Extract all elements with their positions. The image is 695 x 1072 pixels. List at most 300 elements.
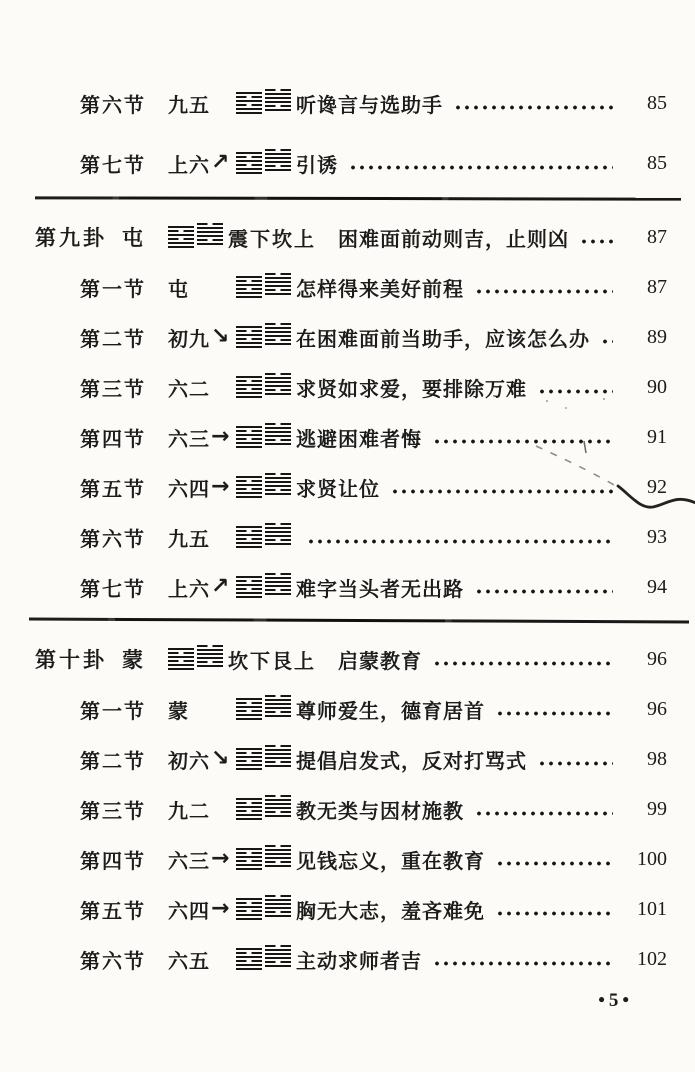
toc-row	[35, 834, 667, 884]
hexagram-line	[265, 865, 291, 868]
hexagram-line	[265, 427, 291, 430]
toc-entry-label: 第六节	[80, 950, 146, 973]
hexagram-line	[265, 811, 291, 814]
hexagram-line	[265, 343, 291, 346]
hexagram-icon	[236, 798, 291, 821]
hexagram-line	[236, 580, 262, 583]
hexagram-line	[265, 539, 291, 542]
toc-page-number: 94	[647, 575, 667, 598]
hexagram-line	[265, 293, 291, 296]
hexagram-line	[265, 153, 291, 156]
hexagram-line	[236, 860, 262, 863]
dot-leader	[602, 338, 613, 345]
hexagram-line	[265, 157, 291, 160]
hexagram-line	[236, 856, 262, 859]
hexagram-trigram-block	[236, 92, 262, 115]
hexagram-trigram-block	[236, 748, 262, 771]
dot-leader	[497, 860, 613, 867]
toc-entry-label: 第七节	[80, 154, 146, 177]
hexagram-line	[265, 795, 291, 798]
hexagram-line	[265, 573, 291, 576]
hexagram-line	[265, 861, 291, 864]
hexagram-trigram-block	[265, 323, 291, 346]
hexagram-line	[236, 534, 262, 537]
toc-entry-title: 求贤如求爱，要排除万难	[296, 378, 527, 401]
hexagram-line	[265, 849, 291, 852]
hexagram-line	[236, 698, 262, 701]
hexagram-line	[265, 707, 291, 710]
toc-row	[35, 312, 667, 362]
hexagram-line	[236, 806, 262, 809]
toc-entry-label: 第六节	[80, 528, 146, 551]
hexagram-line	[236, 488, 262, 491]
toc-entry-title: 引诱	[296, 154, 338, 177]
toc-entry-name	[168, 895, 236, 924]
dot-leader	[497, 710, 613, 717]
hexagram-trigram-block	[265, 945, 291, 968]
hexagram-trigram-block	[265, 745, 291, 768]
hexagram-line	[265, 853, 291, 856]
toc-entry-title: 胸无大志，羞吝难免	[296, 900, 485, 923]
toc-page-number: 85	[647, 151, 667, 174]
hexagram-line	[236, 542, 262, 545]
hexagram-line	[168, 246, 194, 249]
hexagram-line	[265, 385, 291, 388]
handwritten-arrow-icon: ↘	[211, 324, 231, 349]
hexagram-line	[236, 910, 262, 913]
hexagram-line	[236, 952, 262, 955]
hexagram-line	[236, 526, 262, 529]
hexagram-line	[265, 373, 291, 376]
hexagram-line	[236, 442, 262, 445]
hexagram-line	[236, 802, 262, 805]
hexagram-line	[265, 285, 291, 288]
toc-entry-name	[168, 795, 236, 824]
hexagram-trigram-block	[265, 695, 291, 718]
hexagram-line	[265, 161, 291, 164]
hexagram-line	[236, 284, 262, 287]
hexagram-line	[265, 273, 291, 276]
hexagram-line	[236, 112, 262, 115]
hexagram-line	[265, 753, 291, 756]
hexagram-line	[197, 649, 223, 652]
hexagram-icon	[236, 326, 291, 349]
hexagram-trigram-block	[236, 276, 262, 299]
hexagram-line	[236, 898, 262, 901]
hexagram-line	[236, 426, 262, 429]
hexagram-line	[236, 380, 262, 383]
hexagram-icon	[236, 476, 291, 499]
hexagram-line	[236, 492, 262, 495]
hexagram-line	[265, 531, 291, 534]
hexagram-line	[236, 798, 262, 801]
hexagram-line	[236, 706, 262, 709]
toc-row	[35, 138, 667, 188]
hexagram-line	[265, 493, 291, 496]
hexagram-line	[236, 764, 262, 767]
hexagram-line	[236, 906, 262, 909]
toc-entry-title: 主动求师者吉	[296, 950, 422, 973]
hexagram-line	[236, 496, 262, 499]
hexagram-line	[265, 799, 291, 802]
hexagram-icon	[236, 698, 291, 721]
hexagram-trigram-block	[265, 795, 291, 818]
toc-entry-name-text: 初九	[168, 328, 210, 351]
toc-entry-name-text: 六五	[168, 950, 210, 973]
dot-leader	[581, 238, 613, 245]
page-number-footer: •5•	[598, 990, 633, 1011]
hexagram-trigram-block	[236, 848, 262, 871]
hexagram-line	[236, 596, 262, 599]
toc-entry-name	[168, 845, 236, 874]
hexagram-line	[236, 396, 262, 399]
hexagram-line	[265, 535, 291, 538]
hexagram-line	[236, 338, 262, 341]
hexagram-line	[265, 477, 291, 480]
hexagram-line	[265, 845, 291, 848]
hexagram-line	[265, 945, 291, 948]
hexagram-line	[236, 296, 262, 299]
hexagram-line	[236, 960, 262, 963]
hexagram-line	[197, 665, 223, 668]
hexagram-trigram-block	[265, 423, 291, 446]
hexagram-trigram-block	[197, 645, 223, 668]
dot-leader	[539, 760, 613, 767]
toc-entry-title: 见钱忘义，重在教育	[296, 850, 485, 873]
hexagram-line	[265, 953, 291, 956]
toc-entry-label: 第六节	[80, 94, 146, 117]
hexagram-trigram-block	[265, 845, 291, 868]
toc-entry-title: 尊师爱生，德育居首	[296, 700, 485, 723]
hexagram-line	[265, 439, 291, 442]
hexagram-line	[265, 761, 291, 764]
hexagram-line	[265, 277, 291, 280]
hexagram-line	[197, 653, 223, 656]
toc-entry-title: 在困难面前当助手，应该怎么办	[296, 328, 590, 351]
hexagram-line	[265, 857, 291, 860]
toc-page-number: 102	[637, 947, 667, 970]
hexagram-line	[236, 446, 262, 449]
hexagram-icon	[236, 526, 291, 549]
hexagram-line	[236, 584, 262, 587]
hexagram-line	[236, 964, 262, 967]
hexagram-line	[236, 864, 262, 867]
toc-row	[35, 412, 667, 462]
toc-entry-name	[168, 273, 236, 302]
toc-page-number: 89	[647, 325, 667, 348]
hexagram-trigram-block	[265, 573, 291, 596]
hexagram-icon	[236, 426, 291, 449]
toc-entry-name-text: 六四	[168, 478, 210, 501]
hexagram-line	[265, 109, 291, 112]
toc-entry-name	[122, 644, 168, 674]
hexagram-line	[168, 230, 194, 233]
dot-leader	[434, 960, 613, 967]
hexagram-line	[236, 346, 262, 349]
hexagram-line	[236, 702, 262, 705]
hexagram-line	[236, 576, 262, 579]
hexagram-trigram-block	[265, 523, 291, 546]
hexagram-icon	[236, 276, 291, 299]
toc-entry-title: 提倡启发式，反对打骂式	[296, 750, 527, 773]
dot-leader	[455, 104, 613, 111]
hexagram-line	[265, 423, 291, 426]
section-divider-rule	[35, 196, 681, 200]
dot-leader	[350, 164, 613, 171]
hexagram-line	[265, 577, 291, 580]
hexagram-trigram-block	[265, 149, 291, 172]
hexagram-line	[265, 485, 291, 488]
hexagram-line	[265, 281, 291, 284]
hexagram-line	[168, 652, 194, 655]
hexagram-line	[236, 710, 262, 713]
hexagram-line	[265, 745, 291, 748]
hexagram-line	[236, 818, 262, 821]
toc-entry-title: 求贤让位	[296, 478, 380, 501]
toc-row	[35, 262, 667, 312]
hexagram-trigram-block	[265, 895, 291, 918]
hexagram-line	[197, 645, 223, 648]
toc-row	[35, 212, 667, 262]
hexagram-line	[168, 226, 194, 229]
hexagram-line	[265, 895, 291, 898]
hexagram-line	[265, 289, 291, 292]
hexagram-icon	[168, 648, 223, 671]
hexagram-line	[265, 915, 291, 918]
hexagram-line	[197, 231, 223, 234]
hexagram-line	[236, 948, 262, 951]
hexagram-line	[265, 523, 291, 526]
handwritten-arrow-icon: →	[211, 846, 231, 871]
hexagram-line	[236, 968, 262, 971]
toc-entry-name-text: 初六	[168, 750, 210, 773]
hexagram-line	[236, 476, 262, 479]
toc-entry-name-text: 六二	[168, 378, 210, 401]
hexagram-icon	[236, 898, 291, 921]
hexagram-line	[168, 238, 194, 241]
toc-entry-name-text: 蒙	[168, 700, 189, 723]
toc-entry-label: 第二节	[80, 328, 146, 351]
dot-leader	[539, 388, 613, 395]
toc-entry-name-text: 九五	[168, 94, 210, 117]
hexagram-line	[236, 292, 262, 295]
hexagram-line	[265, 543, 291, 546]
hexagram-line	[236, 100, 262, 103]
hexagram-line	[265, 907, 291, 910]
hexagram-line	[236, 392, 262, 395]
toc-entry-label: 第四节	[80, 850, 146, 873]
hexagram-line	[236, 172, 262, 175]
hexagram-line	[236, 160, 262, 163]
toc-row	[35, 462, 667, 512]
hexagram-line	[236, 92, 262, 95]
hexagram-line	[236, 718, 262, 721]
hexagram-trigram-block	[236, 326, 262, 349]
hexagram-trigram-block	[236, 476, 262, 499]
hexagram-line	[197, 243, 223, 246]
hexagram-trigram-block	[265, 373, 291, 396]
toc-entry-name-text: 屯	[168, 278, 189, 301]
hexagram-line	[265, 949, 291, 952]
hexagram-line	[265, 527, 291, 530]
hexagram-line	[236, 538, 262, 541]
toc-page-number: 91	[647, 425, 667, 448]
toc-entry-label: 第九卦	[35, 226, 107, 250]
toc-entry-label: 第三节	[80, 800, 146, 823]
hexagram-line	[236, 852, 262, 855]
hexagram-line	[197, 227, 223, 230]
hexagram-trigram-block	[265, 273, 291, 296]
hexagram-line	[236, 748, 262, 751]
hexagram-line	[265, 381, 291, 384]
toc-entry-name	[122, 222, 168, 252]
hexagram-line	[236, 434, 262, 437]
toc-entry-label: 第五节	[80, 900, 146, 923]
toc-page-number: 92	[647, 475, 667, 498]
dot-leader	[497, 910, 613, 917]
hexagram-line	[236, 530, 262, 533]
hexagram-line	[265, 443, 291, 446]
hexagram-line	[265, 169, 291, 172]
toc-entry-name-text: 上六	[168, 154, 210, 177]
hexagram-line	[236, 752, 262, 755]
hexagram-line	[236, 918, 262, 921]
hexagram-line	[265, 149, 291, 152]
hexagram-trigram-block	[197, 223, 223, 246]
hexagram-line	[265, 105, 291, 108]
toc-page-number: 87	[647, 225, 667, 248]
toc-row	[35, 78, 667, 128]
hexagram-line	[265, 89, 291, 92]
handwritten-arrow-icon: →	[211, 896, 231, 921]
toc-entry-name	[168, 373, 236, 402]
toc-row	[35, 684, 667, 734]
toc-entry-name	[168, 523, 236, 552]
dot-leader	[434, 660, 613, 667]
toc-row	[35, 562, 667, 612]
hexagram-line	[236, 376, 262, 379]
toc-page-number: 93	[647, 525, 667, 548]
handwritten-arrow-icon: ↗	[211, 150, 231, 175]
toc-entry-name	[168, 423, 236, 452]
toc-page-number: 87	[647, 275, 667, 298]
hexagram-trigram-block	[236, 898, 262, 921]
hexagram-line	[265, 377, 291, 380]
hexagram-line	[265, 765, 291, 768]
hexagram-line	[236, 768, 262, 771]
toc-entry-name-text: 六三	[168, 850, 210, 873]
hexagram-icon	[236, 92, 291, 115]
handwritten-arrow-icon: →	[211, 424, 231, 449]
hexagram-line	[197, 223, 223, 226]
hexagram-line	[265, 807, 291, 810]
toc-entry-name-text: 蒙	[122, 648, 144, 672]
hexagram-line	[265, 481, 291, 484]
hexagram-line	[236, 108, 262, 111]
toc-entry-name	[168, 573, 236, 602]
hexagram-trigram-block	[236, 576, 262, 599]
trigram-composition-text: 坎下艮上	[228, 650, 316, 673]
hexagram-line	[265, 961, 291, 964]
hexagram-line	[265, 703, 291, 706]
hexagram-line	[236, 280, 262, 283]
dot-leader	[392, 488, 613, 495]
toc-entry-name	[168, 695, 236, 724]
toc-row	[35, 512, 667, 562]
toc-page-number: 96	[647, 647, 667, 670]
toc-row	[35, 634, 667, 684]
hexagram-line	[236, 848, 262, 851]
hexagram-line	[168, 656, 194, 659]
hexagram-line	[265, 393, 291, 396]
hexagram-line	[236, 104, 262, 107]
hexagram-icon	[236, 376, 291, 399]
hexagram-line	[265, 911, 291, 914]
toc-row	[35, 362, 667, 412]
hexagram-line	[265, 757, 291, 760]
toc-page-number: 96	[647, 697, 667, 720]
hexagram-line	[265, 589, 291, 592]
hexagram-line	[265, 331, 291, 334]
hexagram-line	[168, 648, 194, 651]
hexagram-line	[265, 339, 291, 342]
hexagram-line	[265, 695, 291, 698]
hexagram-line	[236, 760, 262, 763]
toc-row	[35, 734, 667, 784]
hexagram-line	[265, 101, 291, 104]
hexagram-line	[197, 657, 223, 660]
toc-page-number: 100	[637, 847, 667, 870]
hexagram-line	[236, 164, 262, 167]
hexagram-line	[236, 480, 262, 483]
hexagram-trigram-block	[265, 473, 291, 496]
toc-entry-title: 难字当头者无出路	[296, 578, 464, 601]
hexagram-trigram-block	[236, 152, 262, 175]
handwritten-arrow-icon: →	[211, 474, 231, 499]
hexagram-line	[236, 96, 262, 99]
hexagram-trigram-block	[236, 426, 262, 449]
hexagram-line	[236, 810, 262, 813]
hexagram-icon	[168, 226, 223, 249]
hexagram-line	[265, 957, 291, 960]
hexagram-trigram-block	[236, 376, 262, 399]
hexagram-line	[236, 276, 262, 279]
hexagram-line	[265, 431, 291, 434]
toc-page-number: 101	[637, 897, 667, 920]
hexagram-line	[265, 165, 291, 168]
hexagram-line	[236, 868, 262, 871]
hexagram-line	[265, 593, 291, 596]
hexagram-line	[265, 581, 291, 584]
toc-entry-name-text: 上六	[168, 578, 210, 601]
hexagram-line	[236, 388, 262, 391]
hexagram-line	[265, 323, 291, 326]
hexagram-line	[236, 156, 262, 159]
hexagram-line	[236, 914, 262, 917]
toc-entry-label: 第十卦	[35, 648, 107, 672]
hexagram-line	[265, 97, 291, 100]
hexagram-icon	[236, 748, 291, 771]
hexagram-line	[265, 93, 291, 96]
hexagram-line	[265, 749, 291, 752]
toc-entry-title: 逃避困难者悔	[296, 428, 422, 451]
hexagram-trigram-block	[236, 948, 262, 971]
hexagram-line	[236, 546, 262, 549]
hexagram-icon	[236, 848, 291, 871]
hexagram-line	[265, 715, 291, 718]
toc-entry-label: 第二节	[80, 750, 146, 773]
toc-entry-name-text: 九二	[168, 800, 210, 823]
